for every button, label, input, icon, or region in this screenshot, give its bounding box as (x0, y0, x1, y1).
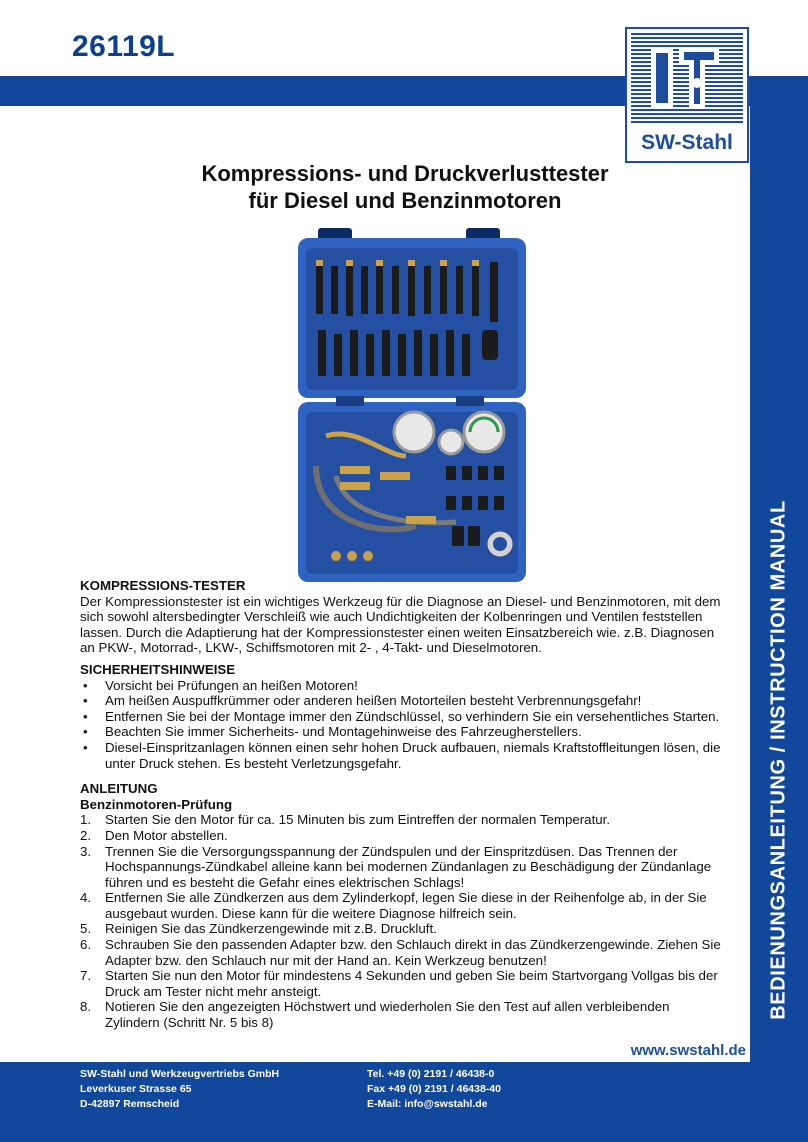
website-link[interactable]: www.swstahl.de (630, 1042, 746, 1059)
footer-address (80, 1067, 279, 1112)
instruction-steps (80, 812, 726, 1030)
footer-city: D-42897 Remscheid (80, 1098, 180, 1110)
footer-tel: Tel. +49 (0) 2191 / 46438-0 (367, 1068, 495, 1080)
step-text: Starten Sie nun den Motor für mindestens 4 Sekunden und geben Sie beim Startvorgang Vollgas bis der Druck am Tester nicht mehr ansteigt. (105, 968, 718, 999)
step-number: 7. (80, 968, 92, 984)
step-text: Schrauben Sie den passenden Adapter bzw. den Schlauch direkt in das Zündkerzengewinde. Ziehen Sie Adapter bzw. den Schlauch nur mit der Hand an. Kein Werkzeug benutzen! (105, 937, 721, 968)
list-item (80, 921, 726, 937)
step-number: 2. (80, 827, 92, 843)
step-text: Notieren Sie den angezeigten Höchstwert und wiederholen Sie den Test auf allen verbleibenden Zylindern (Schritt Nr. 5 bis 8) (105, 999, 670, 1031)
compression-text: Der Kompressionstester ist ein wichtiges Werkzeug für die Diagnose an Diesel- und Benzinmotoren, mit dem sich sowohl altersbedingter Verschleiß wie auch Undichtigkeiten der Kolbenringen und Ventilen feststellen lassen. Durch die Adaptierung hat der Kompressionstester einen weiten Einsatzbereich wie. z.B. Diagnosen an PKW-, Motorrad-, LKW-, Schiffsmotoren mit 2- , 4-Takt- und Dieselmotoren. (80, 593, 721, 656)
brand-logo (625, 27, 749, 163)
list-item: • Beachten Sie immer Sicherheits- und Montagehinweise des Fahrzeugherstellers. (80, 724, 726, 740)
main-content (80, 578, 726, 1031)
title-line-2: für Diesel und Benzinmotoren (248, 188, 562, 213)
step-number: 4. (80, 890, 92, 906)
list-item (80, 828, 726, 844)
list-item (80, 812, 726, 828)
instructions-subheading: Benzinmotoren-Prüfung (80, 796, 233, 812)
list-item (80, 844, 726, 891)
step-text: Den Motor abstellen. (105, 827, 228, 843)
side-label: BEDIENUNGSANLEITUNG / INSTRUCTION MANUAL (767, 500, 790, 1020)
step-number: 5. (80, 921, 92, 937)
compression-heading: KOMPRESSIONS-TESTER (80, 578, 246, 593)
safety-heading: SICHERHEITSHINWEISE (80, 661, 236, 677)
step-text: Trennen Sie die Versorgungsspannung der Zündspulen und der Einspritzdüsen. Das Trennen der Hochspannungs-Zündkabel alleine kann bei modernen Zündanlagen zu Beschädigung der Zündanlage führen und es besteht die Gefahr eines elektrischen Schlags! (105, 843, 712, 890)
footer-company: SW-Stahl und Werkzeugvertriebs GmbH (80, 1068, 280, 1080)
list-item (80, 968, 726, 999)
list-item (80, 890, 726, 921)
step-number: 6. (80, 937, 92, 953)
list-item (80, 999, 726, 1030)
step-text: Starten Sie den Motor für ca. 15 Minuten bis zum Eintreffen der normalen Temperatur. (105, 812, 611, 828)
product-case-image (296, 226, 528, 584)
step-number: 8. (80, 999, 92, 1015)
list-item: • Am heißen Auspuffkrümmer oder anderen heißen Motorteilen besteht Verbrennungsgefahr! (80, 693, 726, 709)
instructions-heading: ANLEITUNG (80, 781, 158, 797)
footer-fax: Fax +49 (0) 2191 / 46438-40 (367, 1083, 501, 1095)
document-title (80, 160, 730, 214)
list-item: • Entfernen Sie bei der Montage immer den Zündschlüssel, so verhindern Sie ein versehentliches Starten. (80, 709, 726, 725)
step-number: 1. (80, 812, 92, 828)
title-line-1: Kompressions- und Druckverlusttester (201, 161, 609, 186)
step-text: Entfernen Sie alle Zündkerzen aus dem Zylinderkopf, legen Sie diese in der Reihenfolge ab, in der Sie ausgebaut wurden. Diese kann für die weitere Diagnose hilfreich sein. (105, 890, 707, 921)
brand-name: SW-Stahl (641, 131, 733, 154)
list-item: • Vorsicht bei Prüfungen an heißen Motoren! (80, 678, 726, 694)
footer-street: Leverkuser Strasse 65 (80, 1083, 192, 1095)
step-number: 3. (80, 843, 92, 859)
footer-contact (367, 1067, 501, 1112)
model-number: 26119L (72, 30, 176, 63)
list-item (80, 937, 726, 968)
safety-list (80, 678, 726, 772)
wrench-logo-icon (645, 43, 725, 113)
list-item: • Diesel-Einspritzanlagen können einen sehr hohen Druck aufbauen, niemals Kraftstoffleitungen lösen, die unter Druck stehen. Es besteht Verletzungsgefahr. (80, 740, 726, 771)
step-text: Reinigen Sie das Zündkerzengewinde mit z.B. Druckluft. (105, 921, 437, 937)
footer-email[interactable]: E-Mail: info@swstahl.de (367, 1098, 488, 1110)
